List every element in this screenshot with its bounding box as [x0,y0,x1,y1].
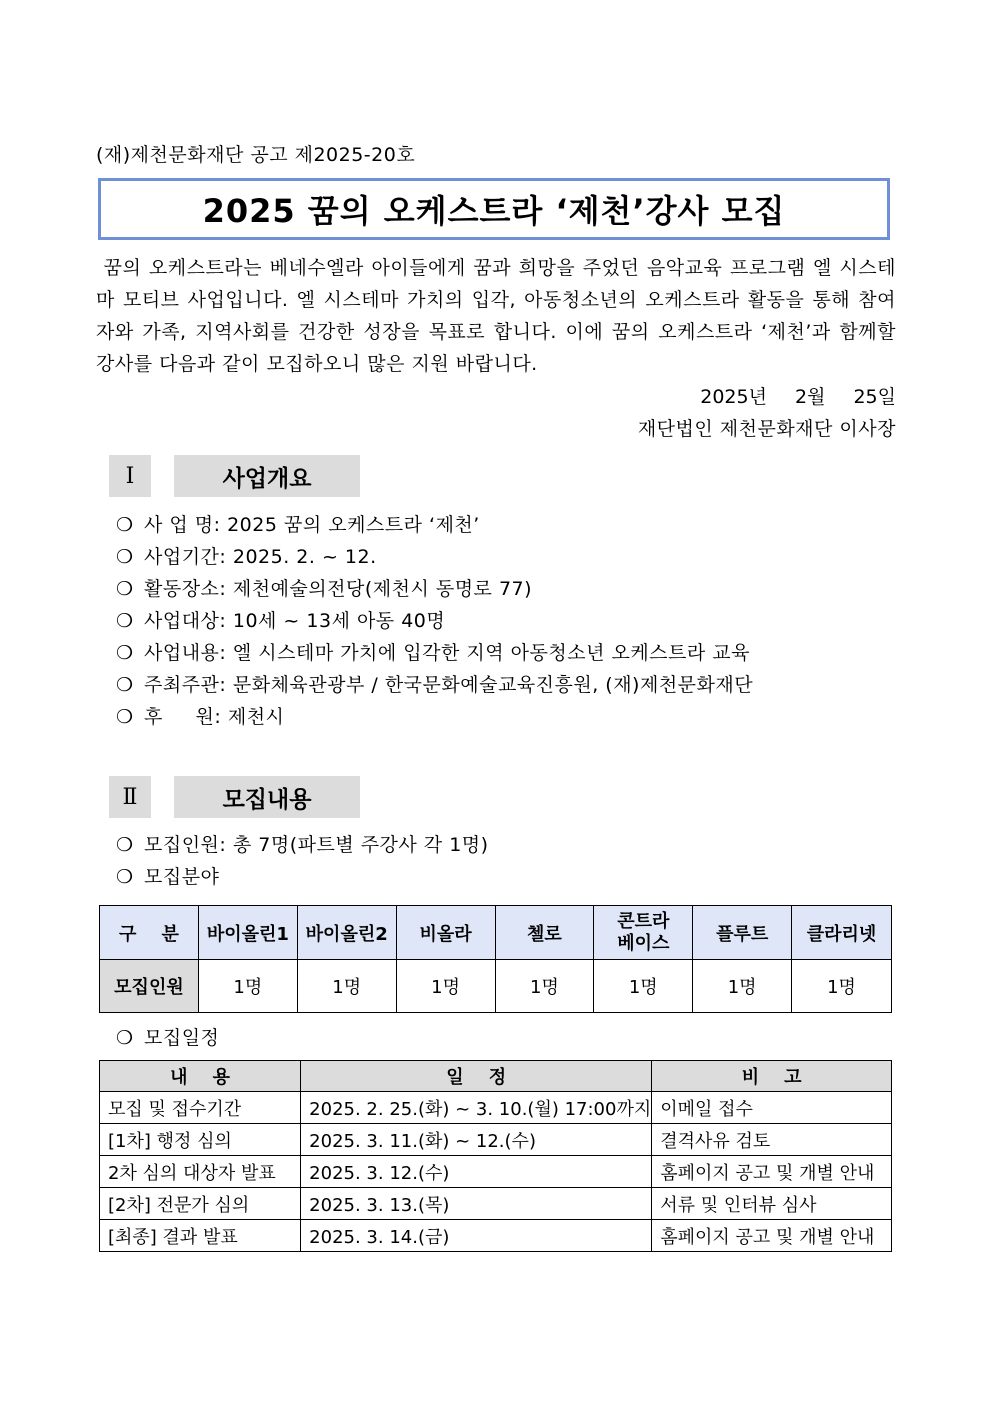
list-item: ❍ 모집분야 [116,861,489,893]
column-header: 내 용 [100,1061,301,1092]
intro-paragraph [96,252,896,380]
table-cell: 1명 [693,960,792,1013]
section2-title: 모집내용 [174,776,360,818]
list-item: ❍ 후 원: 제천시 [116,701,753,733]
schedule-label-list [116,1022,219,1054]
recruitment-fields-table [99,905,892,1013]
column-header: 구 분 [100,906,199,960]
table-cell: 홈페이지 공고 및 개별 안내 [652,1220,892,1252]
bullet-circle-icon: ❍ [116,578,134,600]
bullet-circle-icon: ❍ [116,642,134,664]
table-cell: 2025. 3. 13.(목) [301,1188,652,1220]
bullet-circle-icon: ❍ [116,674,134,696]
column-header: 바이올린1 [198,906,297,960]
table-row [100,1220,892,1252]
section1-title: 사업개요 [174,455,360,497]
bullet-circle-icon: ❍ [116,546,134,568]
table-row [100,960,892,1013]
notice-number: (재)제천문화재단 공고 제2025-20호 [96,144,416,166]
issuer: 재단법인 제천문화재단 이사장 [637,418,896,440]
column-header: 클라리넷 [792,906,892,960]
column-header: 비올라 [396,906,495,960]
bullet-circle-icon: ❍ [116,706,134,728]
table-cell: [최종] 결과 발표 [100,1220,301,1252]
row-header: 모집인원 [100,960,199,1013]
column-header: 첼로 [495,906,594,960]
section1-list [116,509,753,733]
table-cell: 2025. 3. 11.(화) ~ 12.(수) [301,1124,652,1156]
table-row [100,1092,892,1124]
table-cell: 이메일 접수 [652,1092,892,1124]
table-cell: 2025. 3. 12.(수) [301,1156,652,1188]
column-header: 콘트라 베이스 [594,906,693,960]
column-header: 바이올린2 [297,906,396,960]
table-row [100,1188,892,1220]
announcement-date: 2025년 2월 25일 [700,386,896,408]
column-header: 비 고 [652,1061,892,1092]
section2-number: Ⅱ [109,776,151,818]
list-item: ❍ 사 업 명: 2025 꿈의 오케스트라 ‘제천’ [116,509,753,541]
table-cell: 서류 및 인터뷰 심사 [652,1188,892,1220]
bullet-circle-icon: ❍ [116,1027,134,1049]
list-item: ❍ 사업내용: 엘 시스테마 가치에 입각한 지역 아동청소년 오케스트라 교육 [116,637,753,669]
list-item: ❍ 사업대상: 10세 ~ 13세 아동 40명 [116,605,753,637]
schedule-table [99,1060,892,1252]
list-item: ❍ 모집인원: 총 7명(파트별 주강사 각 1명) [116,829,489,861]
table-cell: 1명 [792,960,892,1013]
table-cell: [2차] 전문가 심의 [100,1188,301,1220]
table-cell: 1명 [198,960,297,1013]
column-header: 일 정 [301,1061,652,1092]
table-cell: 결격사유 검토 [652,1124,892,1156]
list-item: ❍ 사업기간: 2025. 2. ~ 12. [116,541,753,573]
intro-text: 꿈의 오케스트라는 베네수엘라 아이들에게 꿈과 희망을 주었던 음악교육 프로그램 엘 시스테마 모티브 사업입니다. 엘 시스테마 가치의 입각, 아동청소년의 오케스트라 활동을 통해 참여자와 가족, 지역사회를 건강한 성장을 목표로 합니다. 이에 꿈의 오케스트라 ‘제천’과 함께할 강사를 다음과 같이 모집하오니 많은 지원 바랍니다. [96,257,896,375]
table-cell: 모집 및 접수기간 [100,1092,301,1124]
table-cell: 홈페이지 공고 및 개별 안내 [652,1156,892,1188]
title-box [98,178,890,240]
table-cell: 1명 [297,960,396,1013]
table-row [100,1124,892,1156]
table-cell: 2차 심의 대상자 발표 [100,1156,301,1188]
table-cell: 1명 [594,960,693,1013]
table-cell: 1명 [495,960,594,1013]
section2-list [116,829,489,893]
list-item: ❍ 주최주관: 문화체육관광부 / 한국문화예술교육진흥원, (재)제천문화재단 [116,669,753,701]
page-title: 2025 꿈의 오케스트라 ‘제천’강사 모집 [202,192,786,230]
table-cell: [1차] 행정 심의 [100,1124,301,1156]
bullet-circle-icon: ❍ [116,610,134,632]
table-row [100,1156,892,1188]
table-cell: 2025. 2. 25.(화) ~ 3. 10.(월) 17:00까지 [301,1092,652,1124]
bullet-circle-icon: ❍ [116,514,134,536]
bullet-circle-icon: ❍ [116,834,134,856]
table-header-row [100,1061,892,1092]
bullet-circle-icon: ❍ [116,866,134,888]
column-header: 플루트 [693,906,792,960]
list-item: ❍ 모집일정 [116,1022,219,1054]
table-header-row [100,906,892,960]
table-cell: 1명 [396,960,495,1013]
section1-number: Ⅰ [109,455,151,497]
table-cell: 2025. 3. 14.(금) [301,1220,652,1252]
list-item: ❍ 활동장소: 제천예술의전당(제천시 동명로 77) [116,573,753,605]
